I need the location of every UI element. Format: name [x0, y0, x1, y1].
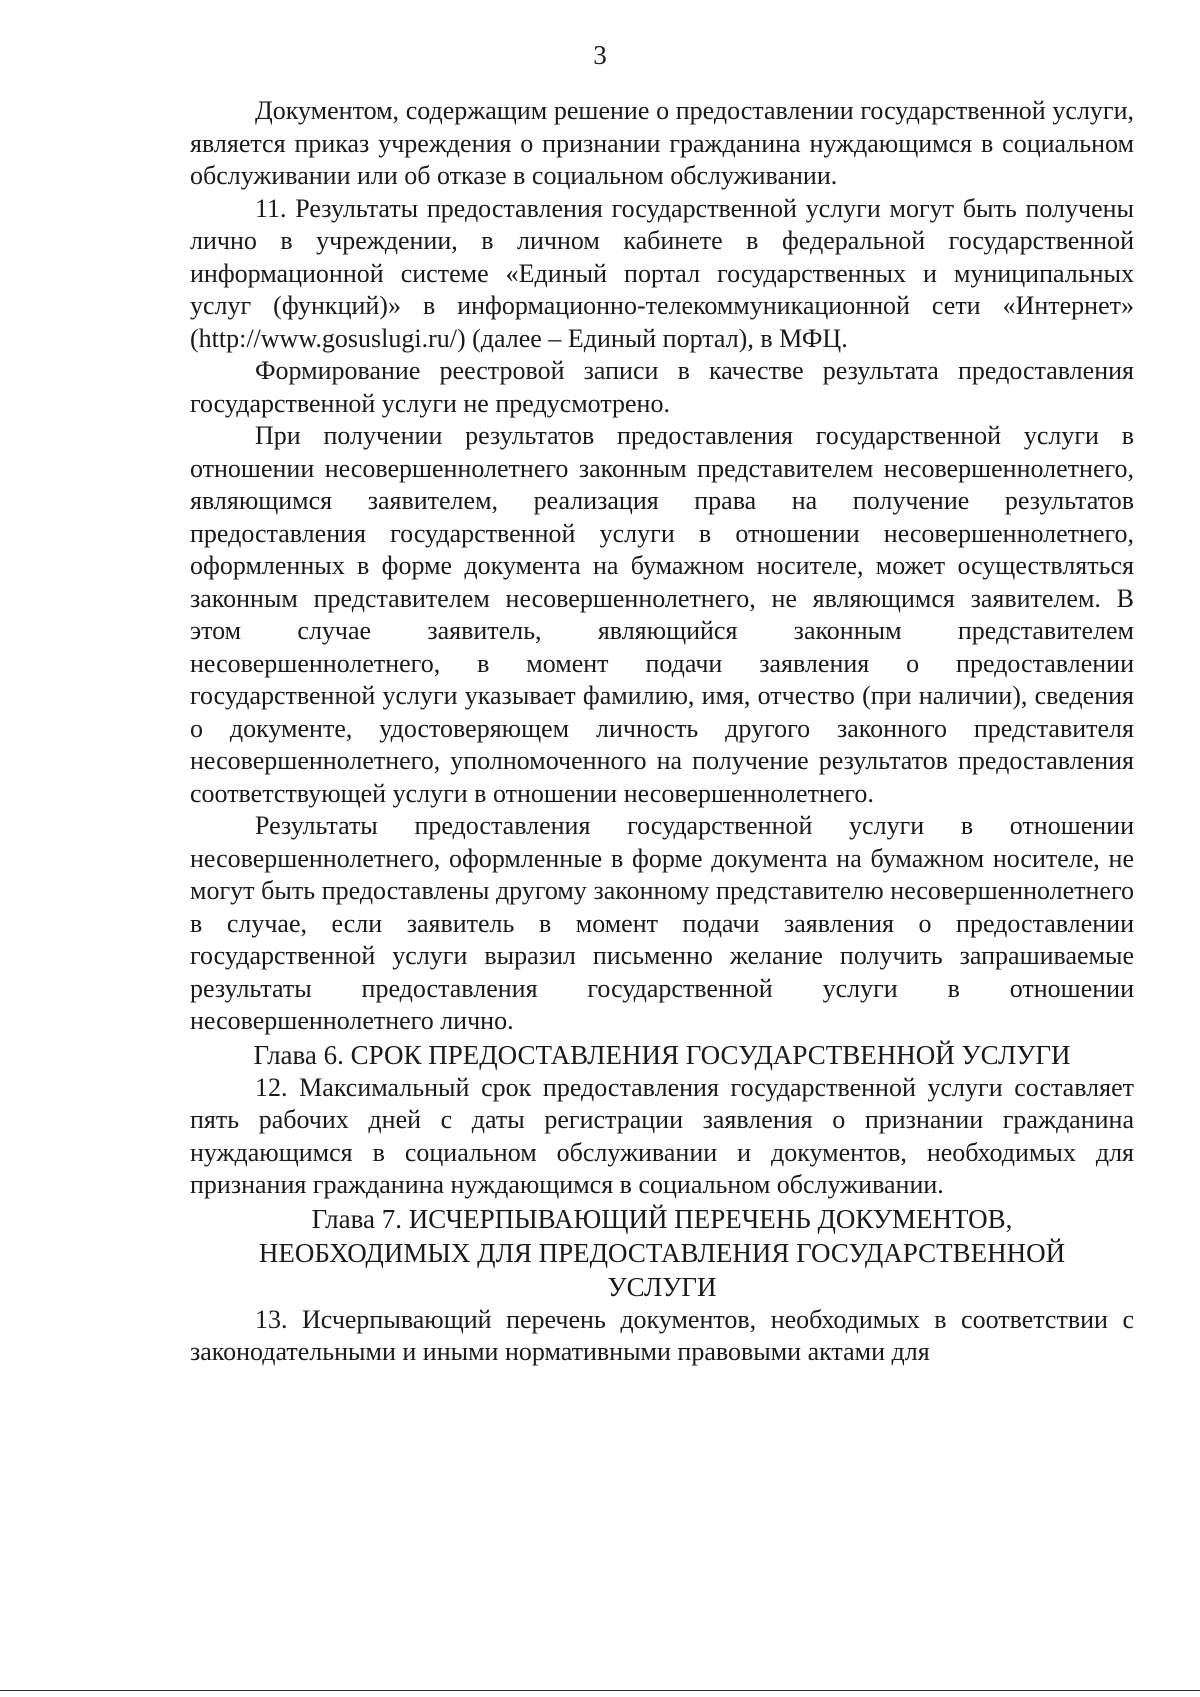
page-bottom-edge — [0, 1690, 1200, 1691]
paragraph-minor-representative: При получении результатов предоставления государственной услуги в отношении несовершеннолетнего законным представителем несовершеннолетнего, являющимся заявителем, реализация права на получение результатов предоставления государственной услуги в отношении несовершеннолетнего, оформленных в форме документа на бумажном носителе, может осуществляться законным представителем несовершеннолетнего, не являющимся заявителем. В этом случае заявитель, являющийся законным представителем несовершеннолетнего, в момент подачи заявления о предоставлении государственной услуги указывает фамилию, имя, отчество (при наличии), сведения о документе, удостоверяющем личность другого законного представителя несовершеннолетнего, уполномоченного на получение результатов предоставления соответствующей услуги в отношении несовершеннолетнего. — [190, 421, 1134, 808]
paragraph-minor-results: Результаты предоставления государственной услуги в отношении несовершеннолетнего, оформленные в форме документа на бумажном носителе, не могут быть предоставлены другому законному представителю несовершеннолетнего в случае, если заявитель в момент подачи заявления о предоставлении государственной услуги выразил письменно желание получить запрашиваемые результаты предоставления государственной услуги в отношении несовершеннолетнего лично. — [190, 811, 1134, 1035]
paragraph-decision-document: Документом, содержащим решение о предоставлении государственной услуги, является приказ учреждения о признании гражданина нуждающимся в социальном обслуживании или об отказе в социальном обслуживании. — [190, 96, 1134, 190]
paragraph-11-results: 11. Результаты предоставления государственной услуги могут быть получены лично в учреждении, в личном кабинете в федеральной государственной информационной системе «Единый портал государственных и муниципальных услуг (функций)» в информационно-телекоммуникационной сети «Интернет» (http://www.gosuslugi.ru/) (далее – Единый портал), в МФЦ. — [190, 193, 1134, 353]
page-number: 3 — [593, 40, 607, 70]
paragraph-registry-record: Формирование реестровой записи в качестве результата предоставления государственной услуги не предусмотрено. — [190, 356, 1134, 418]
chapter-6-heading: Глава 6. СРОК ПРЕДОСТАВЛЕНИЯ ГОСУДАРСТВЕННОЙ УСЛУГИ — [253, 1039, 1071, 1070]
chapter-7-heading-line: УСЛУГИ — [607, 1271, 717, 1302]
document-body — [190, 95, 1134, 1369]
chapter-7-heading-line: НЕОБХОДИМЫХ ДЛЯ ПРЕДОСТАВЛЕНИЯ ГОСУДАРСТВЕННОЙ — [258, 1237, 1066, 1268]
paragraph-12-deadline: 12. Максимальный срок предоставления государственной услуги составляет пять рабочих дней с даты регистрации заявления о признании гражданина нуждающимся в социальном обслуживании и документов, необходимых для признания гражданина нуждающимся в социальном обслуживании. — [190, 1072, 1134, 1199]
chapter-7-heading-line: Глава 7. ИСЧЕРПЫВАЮЩИЙ ПЕРЕЧЕНЬ ДОКУМЕНТОВ, — [311, 1203, 1013, 1234]
paragraph-13-documents-list: 13. Исчерпывающий перечень документов, необходимых в соответствии с законодательными и иными нормативными правовыми актами для — [190, 1304, 1134, 1366]
chapter-7-heading — [190, 1202, 1134, 1304]
